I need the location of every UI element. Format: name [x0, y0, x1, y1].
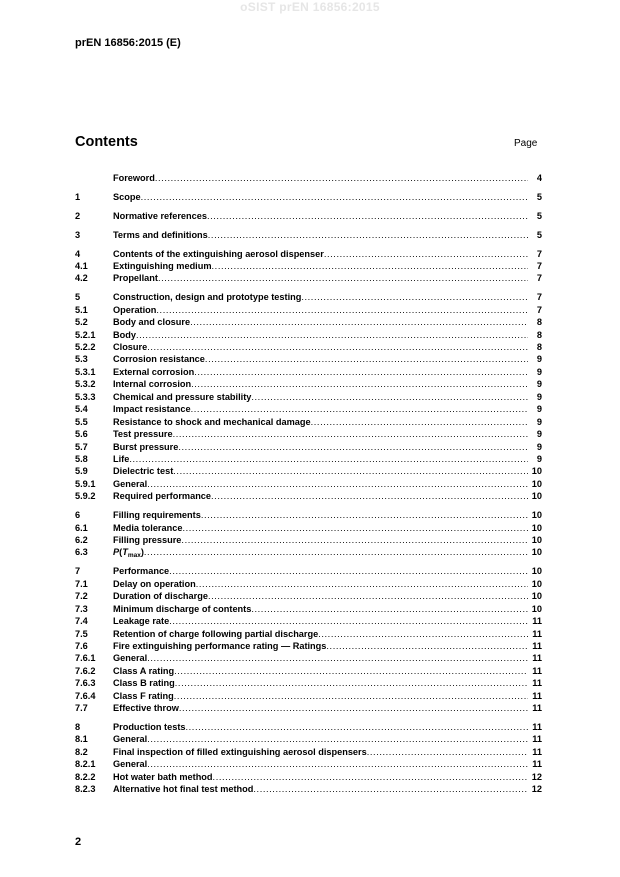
leader-dots [207, 210, 528, 222]
toc-entry[interactable] [75, 291, 542, 303]
toc-entry-title: Life ..... [113, 453, 528, 465]
leader-dots [147, 733, 528, 745]
toc-entry-title: Impact resistance ..... [113, 403, 528, 415]
toc-entry-title: Corrosion resistance ..... [113, 353, 528, 365]
toc-entry-number: 7 [75, 566, 81, 577]
toc-entry-title: Operation ..... [113, 304, 528, 316]
toc-entry-title: $P(T_{max})$ ..... [113, 546, 528, 560]
toc-entry-number: 8.2.1 [75, 759, 96, 770]
toc-entry-number: 1 [75, 191, 81, 202]
toc-entry-number: 7.6.2 [75, 665, 96, 676]
toc-entry-number: 8.2.3 [75, 784, 96, 795]
toc-entry-page: 4 [536, 173, 542, 183]
toc-entry-number: 4.1 [75, 260, 88, 271]
toc-entry-title: Internal corrosion ..... [113, 378, 528, 390]
toc-entry[interactable] [75, 690, 542, 702]
leader-dots [147, 652, 528, 664]
toc-entry-page: 7 [536, 260, 542, 271]
toc-entry-page: 11 [532, 759, 542, 770]
toc-entry[interactable] [75, 428, 542, 440]
toc-entry-number: 6.3 [75, 547, 88, 558]
document-id: prEN 16856:2015 (E) [75, 37, 181, 49]
toc-entry[interactable] [75, 391, 542, 403]
leader-dots [196, 578, 528, 590]
toc-entry-title: Terms and definitions ..... [113, 229, 528, 241]
toc-entry-number: 6.2 [75, 535, 88, 545]
toc-entry[interactable] [75, 272, 542, 284]
toc-entry-number: 7.7 [75, 703, 88, 714]
toc-entry[interactable] [75, 546, 542, 558]
toc-entry-page: 11 [532, 690, 542, 701]
toc-entry-title: Final inspection of filled extinguishing aerosol dispensers ..... [113, 746, 528, 758]
toc-entry-page: 5 [536, 191, 542, 202]
toc-entry-page: 11 [532, 703, 542, 714]
leader-dots [174, 690, 528, 702]
toc-entry-title: Closure ..... [113, 341, 528, 353]
toc-entry-title: Class A rating ..... [113, 665, 528, 677]
leader-dots [155, 172, 528, 184]
toc-entry-page: 10 [531, 466, 542, 477]
toc-entry-title: Extinguishing medium ..... [113, 260, 528, 272]
toc-entry-page: 10 [531, 491, 542, 502]
toc-entry-page: 8 [536, 342, 542, 352]
toc-entry-title: Required performance ..... [113, 490, 528, 502]
toc-entry-number: 7.2 [75, 591, 88, 602]
toc-entry[interactable] [75, 783, 542, 795]
leader-dots [211, 490, 528, 502]
toc-entry-page: 11 [532, 734, 542, 745]
toc-entry[interactable] [75, 172, 542, 184]
page-number: 2 [75, 836, 82, 848]
toc-entry-number: 8.2.2 [75, 771, 96, 782]
leader-dots [136, 329, 528, 341]
toc-entry-page: 11 [532, 616, 542, 627]
toc-entry-title: Performance ..... [113, 565, 528, 577]
toc-entry-number: 5.2.2 [75, 342, 96, 352]
leader-dots [156, 304, 528, 316]
toc-entry-number: 2 [75, 210, 81, 221]
toc-entry[interactable] [75, 590, 542, 602]
toc-entry-page: 9 [536, 404, 542, 415]
toc-entry-number: 7.6.3 [75, 678, 96, 689]
toc-entry-title: Fire extinguishing performance rating — Ratings ..... [113, 640, 528, 652]
toc-entry-page: 11 [532, 640, 542, 651]
toc-entry-title: General ..... [113, 478, 528, 490]
leader-dots [213, 771, 528, 783]
toc-entry-title: Production tests ..... [113, 721, 528, 733]
toc-entry-number: 5.5 [75, 416, 88, 427]
toc-entry-title: Effective throw ..... [113, 702, 528, 714]
toc-entry-page: 11 [532, 653, 542, 664]
toc-entry-page: 10 [531, 535, 542, 545]
leader-dots [326, 640, 528, 652]
toc-entry[interactable] [75, 441, 542, 453]
toc-entry-number: 7.6.4 [75, 690, 96, 701]
toc-entry[interactable] [75, 628, 542, 640]
toc-entry-title: Minimum discharge of contents ..... [113, 603, 528, 615]
toc-entry-number: 5.9.1 [75, 478, 96, 489]
toc-entry-number: 8.2 [75, 746, 88, 757]
leader-dots [181, 534, 528, 546]
toc-entry-number: 5 [75, 292, 81, 303]
toc-entry-page: 9 [536, 366, 542, 377]
toc-entry[interactable] [75, 403, 542, 415]
leader-dots [147, 478, 528, 490]
watermark: oSIST prEN 16856:2015 [240, 0, 380, 14]
leader-dots [182, 522, 528, 534]
leader-dots [367, 746, 528, 758]
toc-entry[interactable] [75, 733, 542, 745]
toc-entry[interactable] [75, 378, 542, 390]
toc-entry-title: Filling requirements ..... [113, 509, 528, 521]
toc-entry-number: 5.8 [75, 453, 88, 464]
leader-dots [175, 677, 528, 689]
toc-entry-page: 10 [531, 547, 542, 558]
toc-entry-number: 3 [75, 229, 81, 240]
toc-entry-page: 11 [532, 678, 542, 689]
toc-entry-page: 10 [531, 510, 542, 521]
leader-dots [212, 260, 528, 272]
toc-entry-page: 5 [536, 229, 542, 240]
toc-entry-page: 10 [531, 478, 542, 489]
toc-entry-title: Filling pressure ..... [113, 534, 528, 546]
toc-entry-title: Chemical and pressure stability ..... [113, 391, 528, 403]
toc-entry[interactable] [75, 640, 542, 652]
toc-entry-title: Test pressure ..... [113, 428, 528, 440]
leader-dots [205, 353, 528, 365]
toc-entry[interactable] [75, 229, 542, 241]
toc-entry-page: 9 [536, 416, 542, 427]
toc-entry[interactable] [75, 465, 542, 477]
toc-entry[interactable] [75, 721, 542, 733]
leader-dots [251, 391, 528, 403]
toc-entry-title: Construction, design and prototype testing ..... [113, 291, 528, 303]
leader-dots [174, 665, 528, 677]
toc-entry[interactable] [75, 490, 542, 502]
leader-dots [201, 509, 528, 521]
toc-entry-page: 11 [532, 665, 542, 676]
toc-entry[interactable] [75, 615, 542, 627]
toc-entry[interactable] [75, 329, 542, 341]
leader-dots [251, 603, 528, 615]
toc-entry[interactable] [75, 248, 542, 260]
toc-entry-page: 9 [536, 429, 542, 440]
toc-entry-number: 5.3.3 [75, 391, 96, 402]
toc-entry[interactable] [75, 260, 542, 272]
toc-entry-number: 4 [75, 248, 81, 259]
toc-entry-title: Leakage rate ..... [113, 615, 528, 627]
toc-entry-number: 5.7 [75, 441, 88, 452]
toc-entry-page: 11 [532, 722, 542, 732]
toc-entry-title: Hot water bath method ..... [113, 771, 528, 783]
toc-entry-number: 7.5 [75, 628, 88, 639]
toc-entry-number: 7.6 [75, 640, 88, 651]
toc-entry[interactable] [75, 758, 542, 770]
toc-entry-number: 7.1 [75, 578, 88, 589]
leader-dots [318, 628, 528, 640]
toc-entry-number: 5.6 [75, 429, 88, 440]
toc-entry[interactable] [75, 341, 542, 353]
toc-entry-title: Alternative hot final test method ..... [113, 783, 528, 795]
toc-entry-page: 8 [536, 329, 542, 340]
toc-entry[interactable] [75, 534, 542, 546]
toc-entry-title: Delay on operation ..... [113, 578, 528, 590]
toc-entry[interactable] [75, 665, 542, 677]
toc-entry-number: 5.9 [75, 466, 88, 477]
leader-dots [147, 758, 528, 770]
toc-entry-number: 7.3 [75, 603, 88, 614]
toc-entry-number: 7.4 [75, 616, 88, 627]
toc-entry-title: Resistance to shock and mechanical damage ..... [113, 416, 528, 428]
toc-entry-title: External corrosion ..... [113, 366, 528, 378]
toc-entry-number: 8 [75, 722, 81, 732]
toc-entry-number: 5.4 [75, 404, 88, 415]
leader-dots [208, 229, 528, 241]
toc-entry-number: 5.1 [75, 304, 88, 315]
toc-entry-title: Scope ..... [113, 191, 528, 203]
table-of-contents [75, 172, 542, 796]
leader-dots [190, 316, 528, 328]
toc-entry[interactable] [75, 416, 542, 428]
toc-entry-page: 9 [536, 453, 542, 464]
toc-entry-title: Contents of the extinguishing aerosol dispenser ..... [113, 248, 528, 260]
toc-entry[interactable] [75, 316, 542, 328]
toc-entry[interactable] [75, 509, 542, 521]
toc-entry-number: 5.2 [75, 317, 88, 328]
toc-entry-page: 9 [536, 379, 542, 390]
toc-entry-title: Class B rating ..... [113, 677, 528, 689]
toc-entry[interactable] [75, 304, 542, 316]
toc-entry-title: General ..... [113, 652, 528, 664]
leader-dots [141, 191, 528, 203]
toc-entry-page: 12 [531, 771, 542, 782]
toc-entry-page: 10 [531, 603, 542, 614]
toc-entry[interactable] [75, 453, 542, 465]
page-column-label: Page [514, 138, 538, 149]
toc-entry[interactable] [75, 746, 542, 758]
leader-dots [147, 341, 528, 353]
toc-entry[interactable] [75, 603, 542, 615]
toc-entry[interactable] [75, 522, 542, 534]
leader-dots [194, 366, 528, 378]
toc-entry[interactable] [75, 366, 542, 378]
leader-dots [169, 615, 528, 627]
leader-dots [178, 441, 528, 453]
toc-entry-number: 8.1 [75, 734, 88, 745]
toc-entry[interactable] [75, 702, 542, 714]
toc-entry-title: Class F rating ..... [113, 690, 528, 702]
leader-dots [301, 291, 528, 303]
leader-dots [179, 702, 528, 714]
toc-entry-number: 6 [75, 510, 81, 521]
toc-entry-page: 7 [536, 292, 542, 303]
toc-entry-number: 5.9.2 [75, 491, 96, 502]
leader-dots [173, 428, 528, 440]
toc-entry-page: 9 [536, 354, 542, 365]
toc-entry-page: 9 [536, 391, 542, 402]
leader-dots [169, 565, 528, 577]
toc-entry[interactable] [75, 210, 542, 222]
toc-entry-title: General ..... [113, 758, 528, 770]
toc-entry-title: Body ..... [113, 329, 528, 341]
contents-heading: Contents [75, 134, 138, 150]
toc-entry-page: 8 [536, 317, 542, 328]
toc-entry-title: Propellant ..... [113, 272, 528, 284]
leader-dots [311, 416, 528, 428]
toc-entry-page: 7 [536, 248, 542, 259]
toc-entry-number: 7.6.1 [75, 653, 96, 664]
toc-entry-number: 5.2.1 [75, 329, 96, 340]
leader-dots [208, 590, 528, 602]
toc-entry[interactable] [75, 652, 542, 664]
toc-entry-title: Burst pressure ..... [113, 441, 528, 453]
leader-dots [158, 272, 528, 284]
toc-entry[interactable] [75, 478, 542, 490]
toc-entry-title: Foreword ..... [113, 172, 528, 184]
toc-entry[interactable] [75, 565, 542, 577]
toc-entry-title: Media tolerance ..... [113, 522, 528, 534]
toc-entry-title: General ..... [113, 733, 528, 745]
toc-entry[interactable] [75, 771, 542, 783]
toc-entry-number: 5.3 [75, 354, 88, 365]
toc-entry-page: 7 [536, 273, 542, 284]
leader-dots [191, 378, 528, 390]
leader-dots [324, 248, 528, 260]
leader-dots [253, 783, 528, 795]
toc-entry-number: 5.3.1 [75, 366, 96, 377]
toc-entry-page: 11 [532, 746, 542, 757]
toc-entry-number: 5.3.2 [75, 379, 96, 390]
leader-dots [129, 453, 528, 465]
toc-entry-title: Dielectric test ..... [113, 465, 528, 477]
toc-entry-number: 6.1 [75, 522, 88, 533]
toc-entry-page: 7 [536, 304, 542, 315]
toc-entry[interactable] [75, 353, 542, 365]
toc-entry[interactable] [75, 677, 542, 689]
toc-entry-page: 10 [531, 578, 542, 589]
toc-entry-title: Retention of charge following partial discharge ..... [113, 628, 528, 640]
toc-entry-page: 10 [531, 591, 542, 602]
toc-entry-page: 9 [536, 441, 542, 452]
leader-dots [191, 403, 528, 415]
toc-entry-page: 10 [531, 566, 542, 577]
leader-dots [144, 546, 528, 558]
toc-entry-title: Normative references ..... [113, 210, 528, 222]
toc-entry-title: Body and closure ..... [113, 316, 528, 328]
toc-entry-page: 11 [532, 628, 542, 639]
toc-entry-number: 4.2 [75, 273, 88, 284]
toc-entry[interactable] [75, 191, 542, 203]
toc-entry-title: Duration of discharge ..... [113, 590, 528, 602]
toc-entry[interactable] [75, 578, 542, 590]
leader-dots [173, 465, 528, 477]
leader-dots [186, 721, 529, 733]
toc-entry-page: 5 [536, 210, 542, 221]
toc-entry-page: 10 [531, 522, 542, 533]
toc-entry-page: 12 [531, 784, 542, 795]
